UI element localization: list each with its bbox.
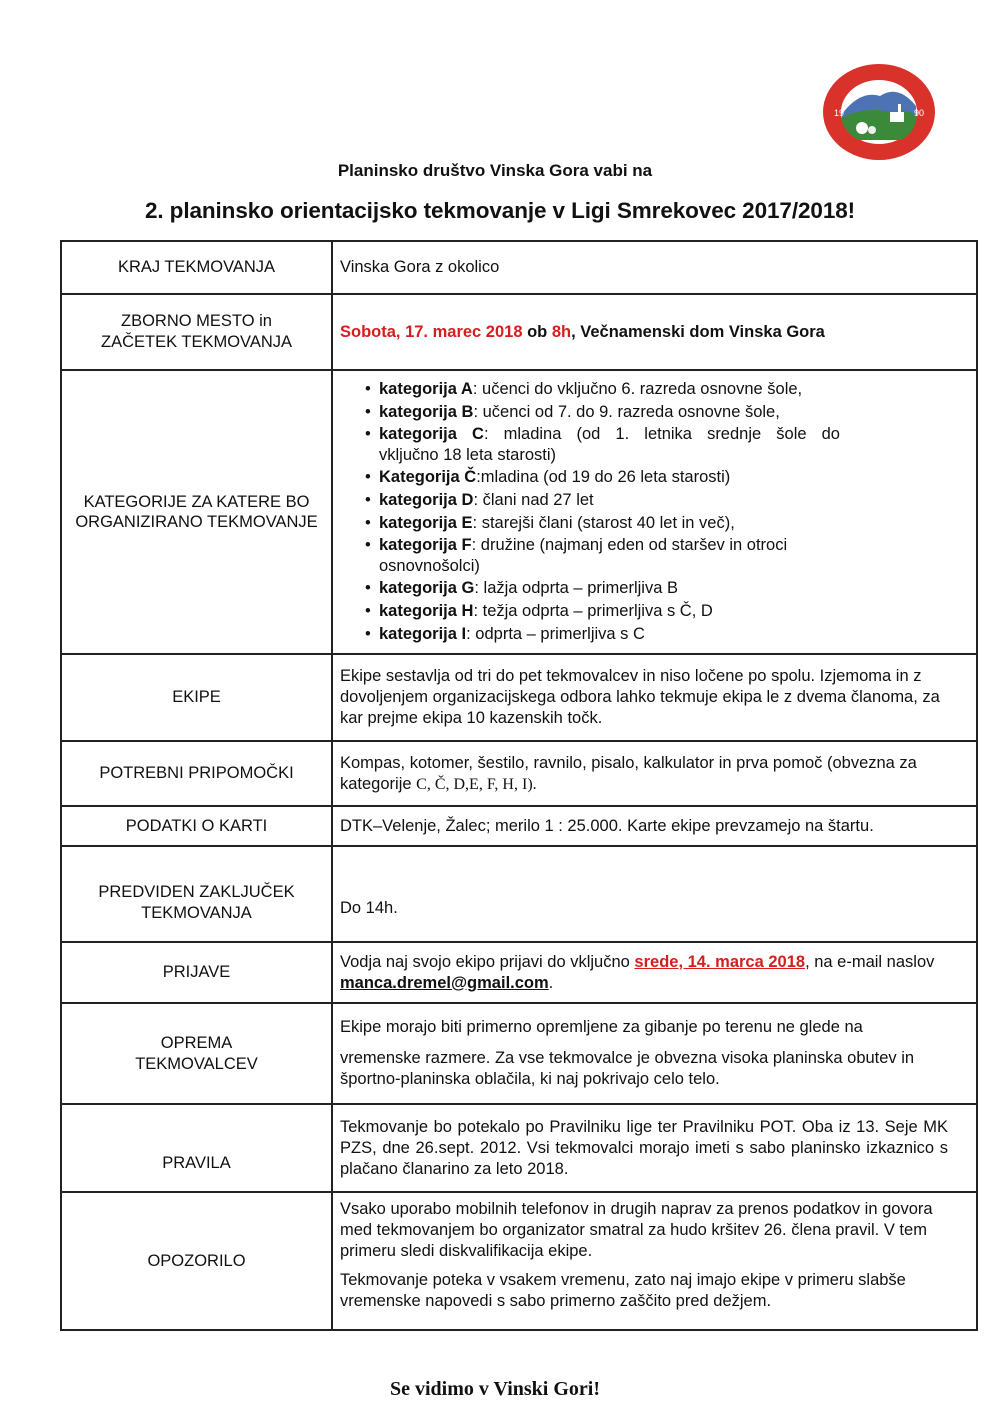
paragraph: Vsako uporabo mobilnih telefonov in drugih naprav za prenos podatkov in govora med tekmovanjem bo organizator smatral za hudo kršitev 26. člena pravil. V tem primeru sledi diskvalifikacija ekipe.: [340, 1200, 933, 1260]
category-desc: : odprta – primerljiva s C: [466, 625, 645, 643]
text-fragment: ob: [522, 322, 552, 341]
table-row: [61, 370, 977, 654]
club-logo: [820, 62, 938, 162]
category-desc: : družine (najmanj eden od staršev in otroci osnovnošolci): [379, 536, 788, 575]
row-value: Do 14h.: [332, 846, 977, 942]
label-line: PREDVIDEN ZAKLJUČEK: [98, 883, 295, 901]
start-time: 8h: [551, 322, 572, 341]
table-row: [61, 1104, 977, 1192]
list-item: [365, 466, 970, 489]
list-item: [365, 401, 970, 424]
list-item: [365, 577, 970, 600]
table-row: [61, 741, 977, 806]
category-name: kategorija G: [379, 579, 475, 597]
category-name: kategorija D: [379, 491, 474, 509]
logo-year-left: 19: [834, 108, 845, 118]
row-label: EKIPE: [61, 654, 332, 741]
list-item: [365, 424, 970, 466]
category-desc: : težja odprta – primerljiva s Č, D: [473, 602, 713, 620]
category-name: kategorija F: [379, 536, 472, 554]
category-desc: : člani nad 27 let: [473, 491, 594, 509]
row-value: [332, 1192, 977, 1330]
row-label: POTREBNI PRIPOMOČKI: [61, 741, 332, 806]
start-date: Sobota, 17. marec 2018: [340, 322, 523, 341]
row-label: PRAVILA: [61, 1104, 332, 1192]
table-row: [61, 241, 977, 294]
row-label: PODATKI O KARTI: [61, 806, 332, 846]
table-row: [61, 1003, 977, 1104]
row-value: [332, 942, 977, 1003]
row-label: [61, 294, 332, 370]
registration-deadline: srede, 14. marca 2018: [634, 952, 806, 971]
category-name: kategorija C: [379, 425, 484, 443]
list-item: [365, 489, 970, 512]
row-value: [332, 741, 977, 806]
category-desc: : starejši člani (starost 40 let in več),: [472, 514, 735, 532]
category-desc: : lažja odprta – primerljiva B: [474, 579, 678, 597]
list-item: [365, 600, 970, 623]
category-desc: : učenci od 7. do 9. razreda osnovne šole,: [473, 403, 780, 421]
table-row: [61, 806, 977, 846]
label-line: ZAČETEK TEKMOVANJA: [100, 333, 292, 351]
list-item: [365, 512, 970, 535]
category-list: [340, 378, 970, 646]
equipment-categories: C, Č, D,E, F, H, I).: [416, 775, 537, 793]
logo-year-right: 90: [914, 108, 925, 118]
category-name: kategorija I: [379, 625, 467, 643]
row-value: Ekipe sestavlja od tri do pet tekmovalcev in niso ločene po spolu. Izjemoma in z dovoljenjem organizacijskega odbora lahko tekmuje ekipa le z dvema članoma, za kar prejme ekipa 10 kazenskih točk.: [332, 654, 977, 741]
category-desc: :mladina (od 19 do 26 leta starosti): [476, 468, 731, 486]
meeting-place: , Večnamenski dom Vinska Gora: [571, 322, 825, 341]
text-fragment: Vodja naj svojo ekipo prijavi do vključno: [340, 952, 635, 971]
page-title: 2. planinsko orientacijsko tekmovanje v Ligi Smrekovec 2017/2018!: [144, 198, 856, 223]
label-line: TEKMOVANJA: [141, 904, 252, 922]
label-line: OPREMA: [160, 1033, 233, 1052]
label-line: ZBORNO MESTO in: [121, 312, 272, 330]
table-row: [61, 1192, 977, 1330]
category-name: kategorija H: [379, 602, 474, 620]
text-fragment: .: [548, 973, 554, 992]
club-emblem-icon: [820, 62, 938, 162]
paragraph: Tekmovanje poteka v vsakem vremenu, zato naj imajo ekipe v primeru slabše vremenske napovedi s sabo primerno zaščito pred dežjem.: [340, 1271, 906, 1310]
invitation-intro: Planinsko društvo Vinska Gora vabi na: [337, 161, 653, 180]
row-value: [332, 1003, 977, 1104]
paragraph: vremenske razmere. Za vse tekmovalce je obvezna visoka planinska obutev in športno-planinska oblačila, ki naj pokrivajo celo telo.: [340, 1049, 915, 1088]
row-label: OPOZORILO: [61, 1192, 332, 1330]
list-item: [365, 623, 970, 646]
equipment-text: Kompas, kotomer, šestilo, ravnilo, pisalo, kalkulator in prva pomoč (obvezna za kategorije: [340, 753, 917, 793]
category-name: kategorija B: [379, 403, 474, 421]
row-value: Vinska Gora z okolico: [332, 241, 977, 294]
category-name: kategorija A: [379, 380, 473, 398]
competition-info-table: [60, 240, 978, 1331]
table-row: [61, 942, 977, 1003]
closing-line: Se vidimo v Vinski Gori!: [389, 1378, 601, 1400]
row-label: KRAJ TEKMOVANJA: [61, 241, 332, 294]
table-row: [61, 654, 977, 741]
category-desc: : mladina (od 1. letnika srednje šole do vključno 18 leta starosti): [379, 425, 845, 464]
table-row: [61, 294, 977, 370]
category-name: Kategorija Č: [379, 468, 477, 486]
table-row: [61, 846, 977, 942]
label-line: TEKMOVALCEV: [135, 1054, 258, 1073]
paragraph: Ekipe morajo biti primerno opremljene za gibanje po terenu ne glede na: [340, 1018, 863, 1036]
row-label: [61, 846, 332, 942]
row-label: PRIJAVE: [61, 942, 332, 1003]
list-item: [365, 378, 970, 401]
row-label: [61, 1003, 332, 1104]
row-value: DTK–Velenje, Žalec; merilo 1 : 25.000. Karte ekipe prevzamejo na štartu.: [332, 806, 977, 846]
row-value: [332, 294, 977, 370]
row-label: KATEGORIJE ZA KATERE BO ORGANIZIRANO TEKMOVANJE: [61, 370, 332, 654]
row-value: [332, 370, 977, 654]
category-desc: : učenci do vključno 6. razreda osnovne šole,: [472, 380, 803, 398]
registration-email-link[interactable]: manca.dremel@gmail.com: [340, 973, 549, 992]
row-value: Tekmovanje bo potekalo po Pravilniku lige ter Pravilniku POT. Oba iz 13. Seje MK PZS, dne 26.sept. 2012. Vsi tekmovalci morajo imeti s sabo planinsko izkaznico s plačano članarino za leto 2018.: [332, 1104, 977, 1192]
list-item: [365, 535, 970, 577]
text-fragment: , na e-mail naslov: [805, 952, 935, 971]
category-name: kategorija E: [379, 514, 473, 532]
